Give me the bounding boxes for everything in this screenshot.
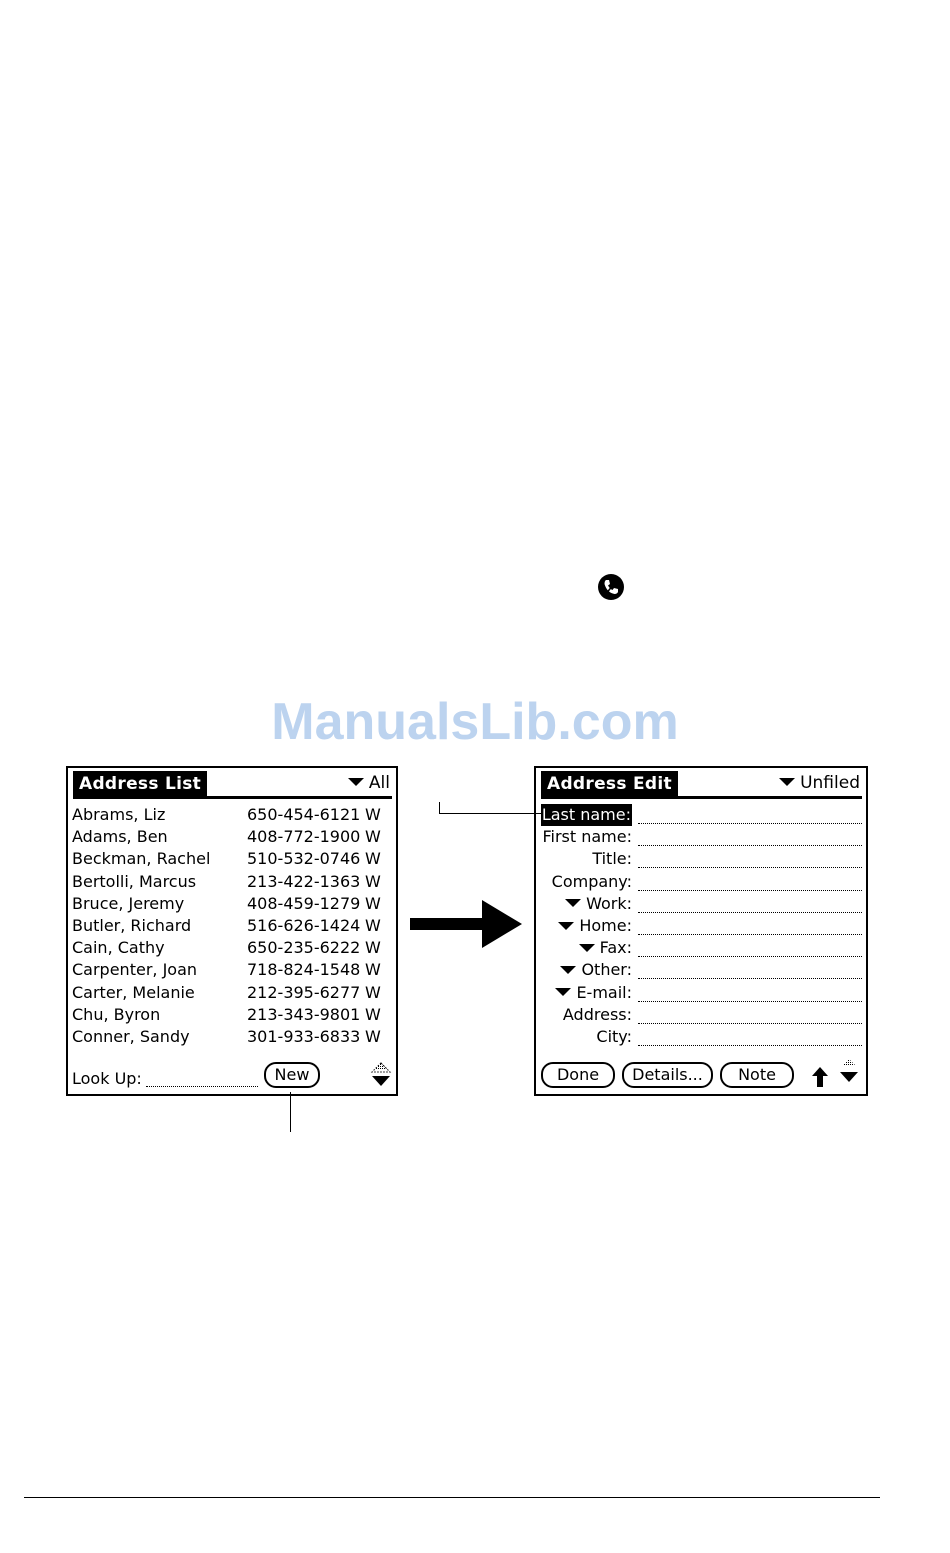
field-label-text: Home: [579,916,632,935]
field-input[interactable] [638,912,862,913]
edit-field-row[interactable] [540,1004,862,1026]
contact-phone: 408-772-1900 [247,827,361,847]
contact-row[interactable] [72,871,392,893]
category-label: All [368,773,390,793]
dropdown-triangle-icon [558,922,574,930]
address-list-titlebar [73,771,392,799]
shift-indicator-icon [811,1066,829,1088]
address-edit-screen [534,766,868,1096]
dropdown-triangle-icon [565,899,581,907]
contact-row[interactable] [72,937,392,959]
edit-field-row[interactable] [540,826,862,848]
contact-phone: 301-933-6833 [247,1027,361,1046]
category-picker[interactable] [348,771,390,796]
contact-type: W [365,982,381,1002]
contact-name: Carter, Melanie [72,982,195,1002]
field-label [596,1026,632,1048]
contact-type: W [365,805,381,824]
details-button[interactable]: Details... [622,1062,713,1088]
done-button[interactable]: Done [541,1062,615,1088]
contact-type: W [365,1004,381,1024]
edit-field-row[interactable] [540,982,862,1004]
field-label-text: E-mail: [576,982,632,1002]
contact-phone: 510-532-0746 [247,849,361,869]
note-button[interactable]: Note [720,1062,794,1088]
field-input[interactable] [638,1045,862,1046]
field-label[interactable] [565,893,632,915]
contact-row[interactable] [72,893,392,915]
callout-line-lastname-horizontal [439,813,541,814]
field-input[interactable] [638,1023,862,1024]
field-input[interactable] [638,978,862,979]
edit-field-row[interactable] [540,804,862,826]
field-label [541,804,632,826]
field-label-text: City: [596,1027,632,1046]
field-label[interactable] [555,982,632,1004]
contact-name: Carpenter, Joan [72,960,198,980]
lookup-label: Look Up: [72,1069,142,1088]
field-label [563,1004,632,1026]
field-label-text: Work: [586,893,632,913]
edit-field-row[interactable] [540,915,862,937]
field-input[interactable] [638,823,862,824]
new-button[interactable]: New [264,1062,320,1088]
field-label-text: Last name: [541,805,631,824]
lookup-input[interactable] [146,1086,258,1087]
edit-field-row[interactable] [540,937,862,959]
field-input[interactable] [638,890,862,891]
field-label[interactable] [558,915,632,937]
scroll-arrows-icon[interactable] [370,1062,392,1088]
contact-name: Butler, Richard [72,916,192,935]
address-edit-title: Address Edit [541,771,678,796]
field-label[interactable] [579,937,632,959]
address-list-title: Address List [73,771,207,796]
edit-field-row[interactable] [540,959,862,981]
address-edit-titlebar [541,771,862,799]
field-input[interactable] [638,956,862,957]
right-arrow-icon [410,900,522,948]
contact-phone: 650-235-6222 [247,938,361,958]
field-label [552,871,632,893]
contact-name: Cain, Cathy [72,938,165,958]
dropdown-triangle-icon [348,778,364,786]
field-label [592,848,632,870]
edit-field-row[interactable] [540,871,862,893]
field-label[interactable] [560,959,632,981]
contact-name: Conner, Sandy [72,1027,190,1046]
contact-phone: 212-395-6277 [247,982,361,1002]
contact-type: W [365,916,381,935]
phone-icon [597,573,625,601]
scroll-arrows-icon[interactable] [838,1058,860,1084]
contact-row[interactable] [72,1004,392,1026]
contact-row[interactable] [72,1026,392,1048]
contact-name: Bruce, Jeremy [72,893,185,913]
contact-type: W [365,1027,381,1046]
contact-phone: 213-343-9801 [247,1004,361,1024]
address-list-screen [66,766,398,1096]
contact-name: Beckman, Rachel [72,849,211,869]
contact-phone: 718-824-1548 [247,960,361,980]
contact-phone: 650-454-6121 [247,805,361,824]
callout-line-new-button [290,1092,291,1132]
field-input[interactable] [638,845,862,846]
dropdown-triangle-icon [560,966,576,974]
field-label-text: Other: [581,960,632,980]
contact-row[interactable] [72,959,392,981]
field-label-text: Address: [562,1004,632,1024]
contact-row[interactable] [72,915,392,937]
category-label: Unfiled [800,773,860,793]
edit-field-row[interactable] [540,848,862,870]
field-label-text: Company: [551,871,632,891]
field-input[interactable] [638,934,862,935]
contact-type: W [365,960,381,980]
field-label-text: Fax: [599,938,632,958]
contact-row[interactable] [72,804,392,826]
contact-row[interactable] [72,826,392,848]
contact-phone: 408-459-1279 [247,893,361,913]
dropdown-triangle-icon [579,944,595,952]
contact-type: W [365,893,381,913]
field-input[interactable] [638,867,862,868]
contact-type: W [365,938,381,958]
contact-name: Bertolli, Marcus [72,871,197,891]
watermark: ManualsLib.com [271,693,679,751]
category-picker[interactable] [779,771,860,796]
contact-phone: 213-422-1363 [247,871,361,891]
contact-phone: 516-626-1424 [247,916,361,935]
footer-rule [24,1497,880,1498]
contact-row[interactable] [72,982,392,1004]
dropdown-triangle-icon [555,988,571,996]
contact-name: Adams, Ben [72,827,168,847]
edit-field-row[interactable] [540,1026,862,1048]
field-input[interactable] [638,1001,862,1002]
contact-name: Chu, Byron [72,1004,161,1024]
dropdown-triangle-icon [779,778,795,786]
contact-type: W [365,827,381,847]
field-label-text: Title: [592,849,632,869]
contact-row[interactable] [72,848,392,870]
field-label [542,826,632,848]
contact-type: W [365,871,381,891]
contact-name: Abrams, Liz [72,805,166,824]
contact-type: W [365,849,381,869]
field-label-text: First name: [542,827,632,847]
edit-field-row[interactable] [540,893,862,915]
